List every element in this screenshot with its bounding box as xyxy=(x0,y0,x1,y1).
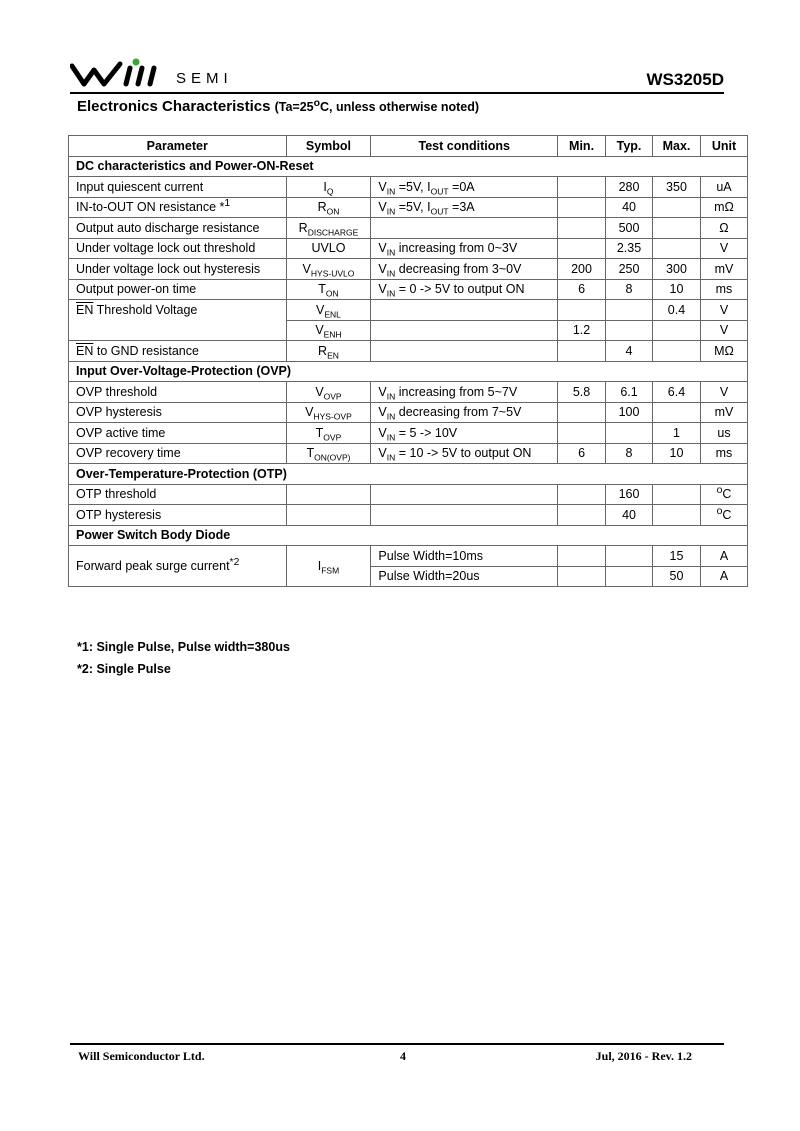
header-test-conditions: Test conditions xyxy=(371,136,558,157)
min-cell xyxy=(558,238,606,259)
min-cell xyxy=(558,300,606,321)
symbol-cell xyxy=(286,484,371,505)
condition-cell xyxy=(371,218,558,239)
unit-cell: V xyxy=(700,382,747,403)
min-cell: 200 xyxy=(558,259,606,280)
header-rule xyxy=(70,92,724,94)
footer-company: Will Semiconductor Ltd. xyxy=(78,1049,205,1063)
unit-cell: mΩ xyxy=(700,197,747,218)
unit-cell: us xyxy=(700,423,747,444)
max-cell: 10 xyxy=(653,443,701,464)
symbol-cell: $T_{ON}$ xyxy=(286,279,371,300)
typ-cell: 40 xyxy=(606,505,653,526)
param-cell: OVP active time xyxy=(69,423,287,444)
typ-cell: 280 xyxy=(606,177,653,198)
max-cell xyxy=(653,238,701,259)
typ-cell xyxy=(606,566,653,587)
unit-cell: ms xyxy=(700,443,747,464)
param-cell: Under voltage lock out threshold xyxy=(69,238,287,259)
min-cell: 1.2 xyxy=(558,320,606,341)
unit-cell: mV xyxy=(700,259,747,280)
typ-cell: 250 xyxy=(606,259,653,280)
table-row xyxy=(69,382,748,403)
typ-cell xyxy=(606,300,653,321)
table-row xyxy=(69,484,748,505)
symbol-cell: $R_{ON}$ xyxy=(286,197,371,218)
unit-cell: V xyxy=(700,320,747,341)
symbol-cell xyxy=(286,505,371,526)
min-cell xyxy=(558,402,606,423)
symbol-cell: $T_{ON(OVP)}$ xyxy=(286,443,371,464)
condition-cell: $V_{IN}$ decreasing from 7~5V xyxy=(371,402,558,423)
symbol-cell: $V_{HYS-OVP}$ xyxy=(286,402,371,423)
param-cell: OVP recovery time xyxy=(69,443,287,464)
min-cell: 6 xyxy=(558,279,606,300)
typ-cell xyxy=(606,423,653,444)
condition-cell: $V_{IN} = 10 -> 5V$ to output ON xyxy=(371,443,558,464)
max-cell: 0.4 xyxy=(653,300,701,321)
unit-cell: V xyxy=(700,238,747,259)
param-cell: OTP threshold xyxy=(69,484,287,505)
max-cell xyxy=(653,320,701,341)
symbol-cell: $V_{ENL}$ xyxy=(286,300,371,321)
footnote-2: *2: Single Pulse xyxy=(77,662,171,676)
title-main: Electronics Characteristics xyxy=(77,98,271,115)
table-row xyxy=(69,300,748,321)
section-label: Power Switch Body Diode xyxy=(69,525,748,546)
param-cell: Input quiescent current xyxy=(69,177,287,198)
min-cell: 6 xyxy=(558,443,606,464)
table-row xyxy=(69,546,748,567)
max-cell: 15 xyxy=(653,546,701,567)
param-cell: Output auto discharge resistance xyxy=(69,218,287,239)
param-cell: $\overline{EN}$ to GND resistance xyxy=(69,341,287,362)
max-cell: 10 xyxy=(653,279,701,300)
condition-cell: $V_{IN} =5V$, $I_{OUT} =0A$ xyxy=(371,177,558,198)
condition-cell: $V_{IN} =5V$, $I_{OUT} =3A$ xyxy=(371,197,558,218)
typ-cell: 500 xyxy=(606,218,653,239)
max-cell: 300 xyxy=(653,259,701,280)
unit-cell: A xyxy=(700,546,747,567)
part-number: WS3205D xyxy=(646,70,724,89)
section-label: DC characteristics and Power-ON-Reset xyxy=(69,156,748,177)
max-cell xyxy=(653,218,701,239)
unit-cell: MΩ xyxy=(700,341,747,362)
max-cell: 1 xyxy=(653,423,701,444)
footer-date-revision: Jul, 2016 - Rev. 1.2 xyxy=(595,1049,692,1063)
symbol-cell: UVLO xyxy=(286,238,371,259)
symbol-cell: $R_{DISCHARGE}$ xyxy=(286,218,371,239)
header-min: Min. xyxy=(558,136,606,157)
electrical-characteristics-table xyxy=(68,135,748,587)
condition-cell: Pulse Width=20us xyxy=(371,566,558,587)
unit-cell: ms xyxy=(700,279,747,300)
typ-cell: 2.35 xyxy=(606,238,653,259)
condition-cell xyxy=(371,484,558,505)
condition-cell: Pulse Width=10ms xyxy=(371,546,558,567)
min-cell xyxy=(558,218,606,239)
max-cell xyxy=(653,341,701,362)
typ-cell: 8 xyxy=(606,279,653,300)
table-row xyxy=(69,402,748,423)
param-cell: OVP threshold xyxy=(69,382,287,403)
max-cell xyxy=(653,197,701,218)
param-cell: OTP hysteresis xyxy=(69,505,287,526)
param-cell: IN-to-OUT ON resistance *$^1$ xyxy=(69,197,287,218)
condition-cell: $V_{IN} = 5 -> 10V$ xyxy=(371,423,558,444)
symbol-cell: $V_{HYS-UVLO}$ xyxy=(286,259,371,280)
min-cell: 5.8 xyxy=(558,382,606,403)
typ-cell: 160 xyxy=(606,484,653,505)
max-cell: 6.4 xyxy=(653,382,701,403)
section-row-diode xyxy=(69,525,748,546)
min-cell xyxy=(558,423,606,444)
table-row xyxy=(69,423,748,444)
table-row xyxy=(69,443,748,464)
param-cell: $\overline{EN}$ Threshold Voltage xyxy=(69,300,287,341)
condition-cell: $V_{IN}$ decreasing from 3~0V xyxy=(371,259,558,280)
min-cell xyxy=(558,177,606,198)
symbol-cell: $I_{FSM}$ xyxy=(286,546,371,587)
typ-cell xyxy=(606,320,653,341)
header-parameter: Parameter xyxy=(69,136,287,157)
table-row xyxy=(69,177,748,198)
condition-cell xyxy=(371,341,558,362)
symbol-cell: $V_{ENH}$ xyxy=(286,320,371,341)
section-row-dc xyxy=(69,156,748,177)
max-cell xyxy=(653,484,701,505)
symbol-cell: $R_{EN}$ xyxy=(286,341,371,362)
unit-cell: Ω xyxy=(700,218,747,239)
section-label: Input Over-Voltage-Protection (OVP) xyxy=(69,361,748,382)
max-cell: 50 xyxy=(653,566,701,587)
typ-cell: 40 xyxy=(606,197,653,218)
min-cell xyxy=(558,546,606,567)
condition-cell: $V_{IN}$ increasing from 0~3V xyxy=(371,238,558,259)
page-number: 4 xyxy=(400,1049,406,1063)
section-row-ovp xyxy=(69,361,748,382)
symbol-cell: $V_{OVP}$ xyxy=(286,382,371,403)
min-cell xyxy=(558,197,606,218)
section-row-otp xyxy=(69,464,748,485)
unit-cell: uA xyxy=(700,177,747,198)
unit-cell: mV xyxy=(700,402,747,423)
typ-cell xyxy=(606,546,653,567)
typ-cell: 6.1 xyxy=(606,382,653,403)
table-row xyxy=(69,259,748,280)
unit-cell: A xyxy=(700,566,747,587)
typ-cell: 100 xyxy=(606,402,653,423)
title-conditions: ($Ta=25^oC$, unless otherwise noted) xyxy=(274,97,480,114)
brand-name: SEMI xyxy=(176,70,233,87)
header-symbol: Symbol xyxy=(286,136,371,157)
table-row xyxy=(69,505,748,526)
unit-cell: $^o$C xyxy=(700,505,747,526)
section-title xyxy=(77,98,479,115)
param-cell: OVP hysteresis xyxy=(69,402,287,423)
header-unit: Unit xyxy=(700,136,747,157)
unit-cell: $^o$C xyxy=(700,484,747,505)
condition-cell: $V_{IN}$ increasing from 5~7V xyxy=(371,382,558,403)
min-cell xyxy=(558,566,606,587)
header-typ: Typ. xyxy=(606,136,653,157)
param-cell: Under voltage lock out hysteresis xyxy=(69,259,287,280)
unit-cell: V xyxy=(700,300,747,321)
table-row xyxy=(69,218,748,239)
typ-cell: 4 xyxy=(606,341,653,362)
min-cell xyxy=(558,341,606,362)
condition-cell: $V_{IN} = 0 -> 5V$ to output ON xyxy=(371,279,558,300)
max-cell xyxy=(653,402,701,423)
condition-cell xyxy=(371,300,558,321)
table-row xyxy=(69,238,748,259)
footer-rule xyxy=(70,1043,724,1045)
symbol-cell: $T_{OVP}$ xyxy=(286,423,371,444)
min-cell xyxy=(558,505,606,526)
min-cell xyxy=(558,484,606,505)
header-max: Max. xyxy=(653,136,701,157)
table-row xyxy=(69,279,748,300)
footnotes xyxy=(77,636,290,680)
param-cell: Output power-on time xyxy=(69,279,287,300)
table-header-row xyxy=(69,136,748,157)
condition-cell xyxy=(371,505,558,526)
table-row xyxy=(69,341,748,362)
param-cell: Forward peak surge current$^{*2}$ xyxy=(69,546,287,587)
max-cell: 350 xyxy=(653,177,701,198)
typ-cell: 8 xyxy=(606,443,653,464)
max-cell xyxy=(653,505,701,526)
symbol-cell: $I_Q$ xyxy=(286,177,371,198)
condition-cell xyxy=(371,320,558,341)
footnote-1: *1: Single Pulse, Pulse width=380us xyxy=(77,640,290,654)
table-row xyxy=(69,197,748,218)
section-label: Over-Temperature-Protection (OTP) xyxy=(69,464,748,485)
